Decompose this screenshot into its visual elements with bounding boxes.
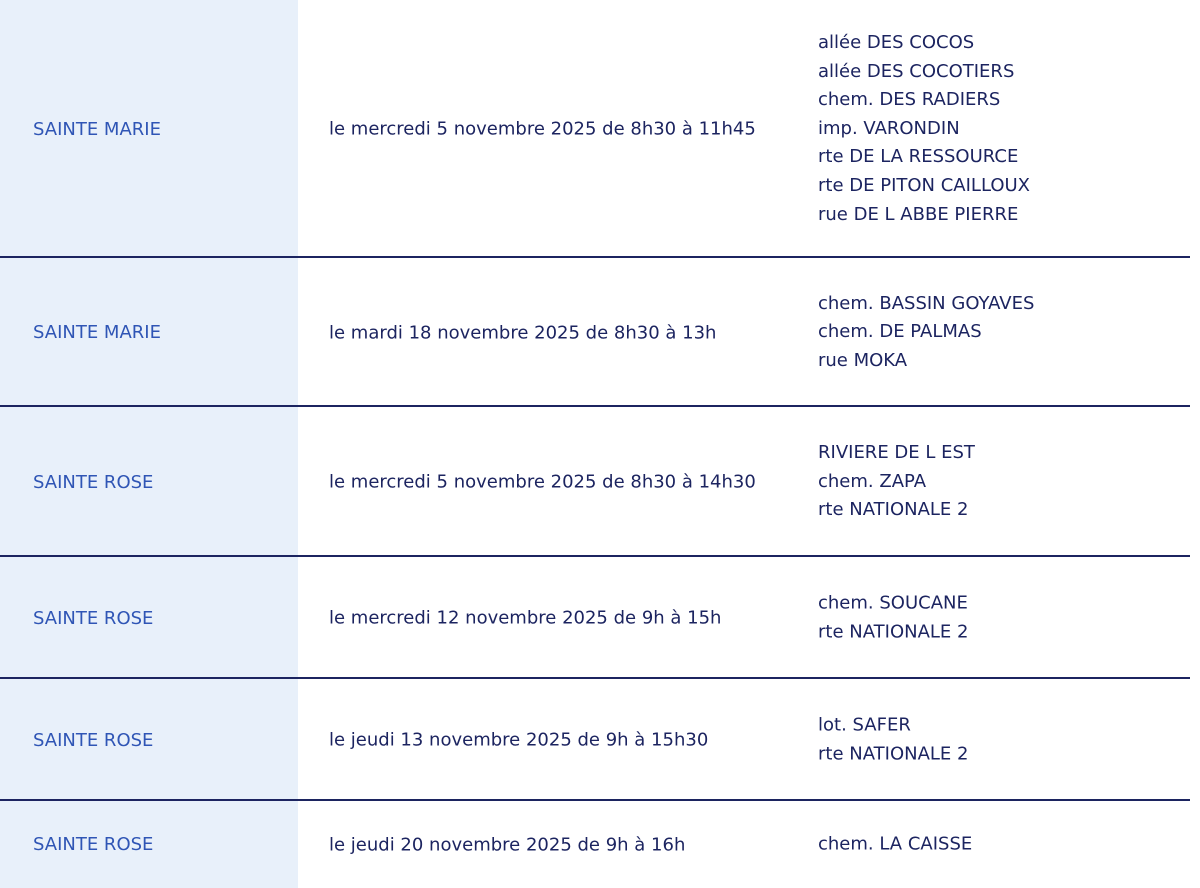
street-list bbox=[818, 711, 968, 768]
street-item: chem. LA CAISSE bbox=[818, 833, 973, 855]
date-cell: le mercredi 12 novembre 2025 de 9h à 15h bbox=[329, 607, 722, 629]
street-list bbox=[818, 830, 972, 859]
date-cell: le mercredi 5 novembre 2025 de 8h30 à 14h30 bbox=[329, 471, 756, 493]
commune-label: SAINTE MARIE bbox=[33, 322, 161, 343]
street-item: allée DES COCOS bbox=[818, 31, 975, 53]
street-item: chem. SOUCANE bbox=[818, 592, 968, 614]
table-row bbox=[0, 407, 1190, 557]
street-item: rte NATIONALE 2 bbox=[818, 499, 969, 521]
street-item: rue DE L ABBE PIERRE bbox=[818, 203, 1019, 225]
date-cell: le mercredi 5 novembre 2025 de 8h30 à 11h45 bbox=[329, 118, 756, 140]
table-row bbox=[0, 801, 1190, 888]
street-item: rte NATIONALE 2 bbox=[818, 743, 969, 764]
commune-label: SAINTE ROSE bbox=[33, 607, 154, 629]
street-item: rte NATIONALE 2 bbox=[818, 621, 969, 642]
street-item: chem. ZAPA bbox=[818, 470, 927, 492]
street-list bbox=[818, 29, 1030, 229]
commune-label: SAINTE ROSE bbox=[33, 729, 154, 751]
street-item: chem. BASSIN GOYAVES bbox=[818, 292, 1035, 314]
date-cell: le jeudi 13 novembre 2025 de 9h à 15h30 bbox=[329, 729, 709, 751]
commune-cell bbox=[0, 801, 298, 888]
commune-cell bbox=[0, 258, 298, 407]
table-row bbox=[0, 258, 1190, 407]
date-cell: le mardi 18 novembre 2025 de 8h30 à 13h bbox=[329, 322, 717, 343]
street-item: allée DES COCOTIERS bbox=[818, 60, 1015, 82]
table-row bbox=[0, 679, 1190, 801]
table-row bbox=[0, 0, 1190, 258]
street-item: chem. DE PALMAS bbox=[818, 321, 982, 343]
table-row bbox=[0, 557, 1190, 679]
street-list bbox=[818, 589, 968, 646]
commune-cell bbox=[0, 679, 298, 801]
commune-cell bbox=[0, 557, 298, 679]
street-item: rue MOKA bbox=[818, 349, 908, 371]
street-list bbox=[818, 290, 1034, 376]
commune-label: SAINTE ROSE bbox=[33, 834, 154, 855]
commune-label: SAINTE ROSE bbox=[33, 471, 154, 493]
street-item: rte DE PITON CAILLOUX bbox=[818, 174, 1031, 196]
commune-cell bbox=[0, 407, 298, 557]
street-item: chem. DES RADIERS bbox=[818, 89, 1001, 111]
street-item: rte DE LA RESSOURCE bbox=[818, 146, 1019, 168]
street-list bbox=[818, 439, 975, 525]
street-item: RIVIERE DE L EST bbox=[818, 442, 975, 464]
date-cell: le jeudi 20 novembre 2025 de 9h à 16h bbox=[329, 834, 686, 855]
commune-label: SAINTE MARIE bbox=[33, 118, 161, 140]
street-item: lot. SAFER bbox=[818, 714, 911, 736]
street-item: imp. VARONDIN bbox=[818, 117, 960, 139]
commune-cell bbox=[0, 0, 298, 258]
